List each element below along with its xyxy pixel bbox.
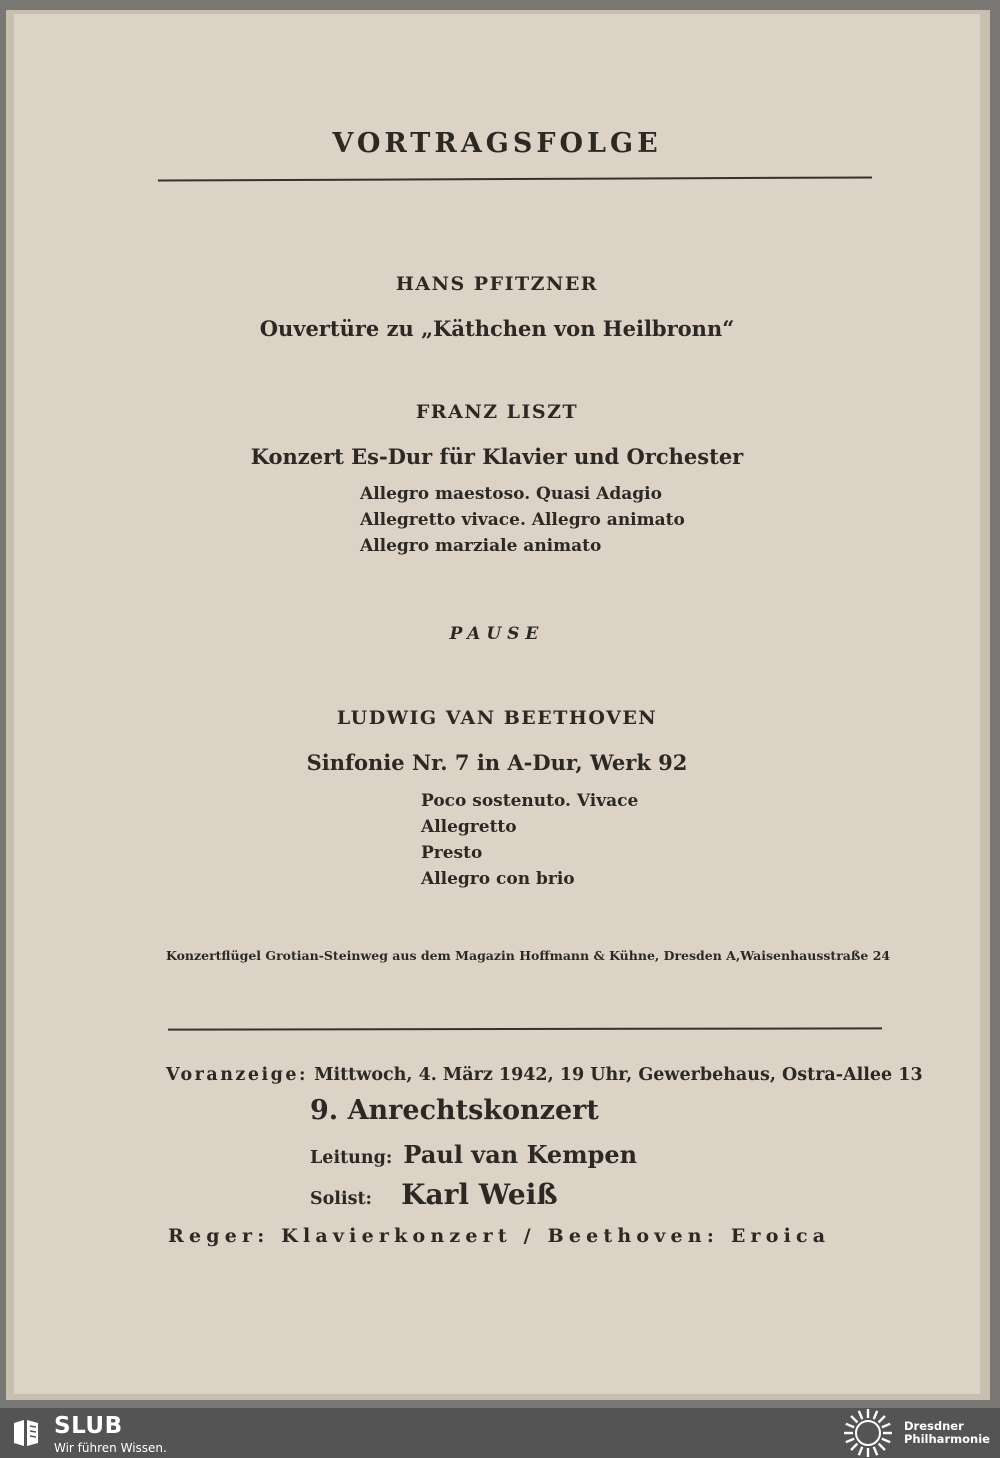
soloist-label: Solist:	[310, 1189, 373, 1209]
composer-beethoven: LUDWIG VAN BEETHOVEN	[336, 707, 658, 729]
piano-note: Konzertflügel Grotian-Steinweg aus dem Magazin Hoffmann & Kühne, Dresden A,Waisenhausstraße 24	[166, 948, 891, 963]
slub-logo-icon	[10, 1417, 42, 1449]
conductor-label: Leitung:	[310, 1148, 393, 1168]
soloist-line	[310, 1178, 558, 1211]
program-page	[14, 14, 980, 1394]
movement-item: Allegro con brio	[421, 869, 575, 889]
work-beethoven: Sinfonie Nr. 7 in A-Dur, Werk 92	[306, 750, 688, 775]
movement-item: Allegretto vivace. Allegro animato	[360, 510, 685, 530]
composer-liszt: FRANZ LISZT	[415, 401, 579, 423]
philharmonie-logo-icon	[842, 1408, 894, 1458]
movement-item: Allegro maestoso. Quasi Adagio	[360, 484, 662, 504]
work-pfitzner: Ouvertüre zu „Käthchen von Heilbronn“	[259, 316, 735, 341]
concert-title: 9. Anrechtskonzert	[310, 1095, 599, 1126]
slub-tagline: Wir führen Wissen.	[54, 1441, 167, 1455]
announcement-line	[166, 1065, 923, 1085]
philharmonie-line-1: Dresdner	[904, 1419, 964, 1433]
conductor-name: Paul van Kempen	[403, 1140, 638, 1169]
philharmonie-name	[904, 1420, 990, 1446]
movement-item: Allegro marziale animato	[360, 536, 602, 556]
conductor-line	[310, 1140, 637, 1169]
announcement-label: Voranzeige:	[166, 1065, 308, 1085]
composer-pfitzner: HANS PFITZNER	[395, 273, 599, 295]
program-preview: Reger: Klavierkonzert / Beethoven: Eroica	[168, 1225, 831, 1247]
heading-rule	[158, 176, 872, 181]
slub-name: SLUB	[54, 1413, 123, 1439]
movement-item: Presto	[421, 843, 483, 863]
program-heading: VORTRAGSFOLGE	[332, 128, 662, 159]
work-liszt: Konzert Es-Dur für Klavier und Orchester	[250, 444, 744, 469]
announcement-rule	[168, 1027, 882, 1030]
announcement-details: Mittwoch, 4. März 1942, 19 Uhr, Gewerbehaus, Ostra-Allee 13	[314, 1065, 923, 1085]
philharmonie-line-2: Philharmonie	[904, 1432, 990, 1446]
footer-bar	[0, 1408, 1000, 1458]
movement-item: Poco sostenuto. Vivace	[421, 791, 639, 811]
movement-item: Allegretto	[421, 817, 517, 837]
movement-list	[360, 481, 685, 559]
movement-list	[421, 788, 638, 892]
pause-label: PAUSE	[449, 624, 545, 644]
soloist-name: Karl Weiß	[401, 1178, 558, 1211]
